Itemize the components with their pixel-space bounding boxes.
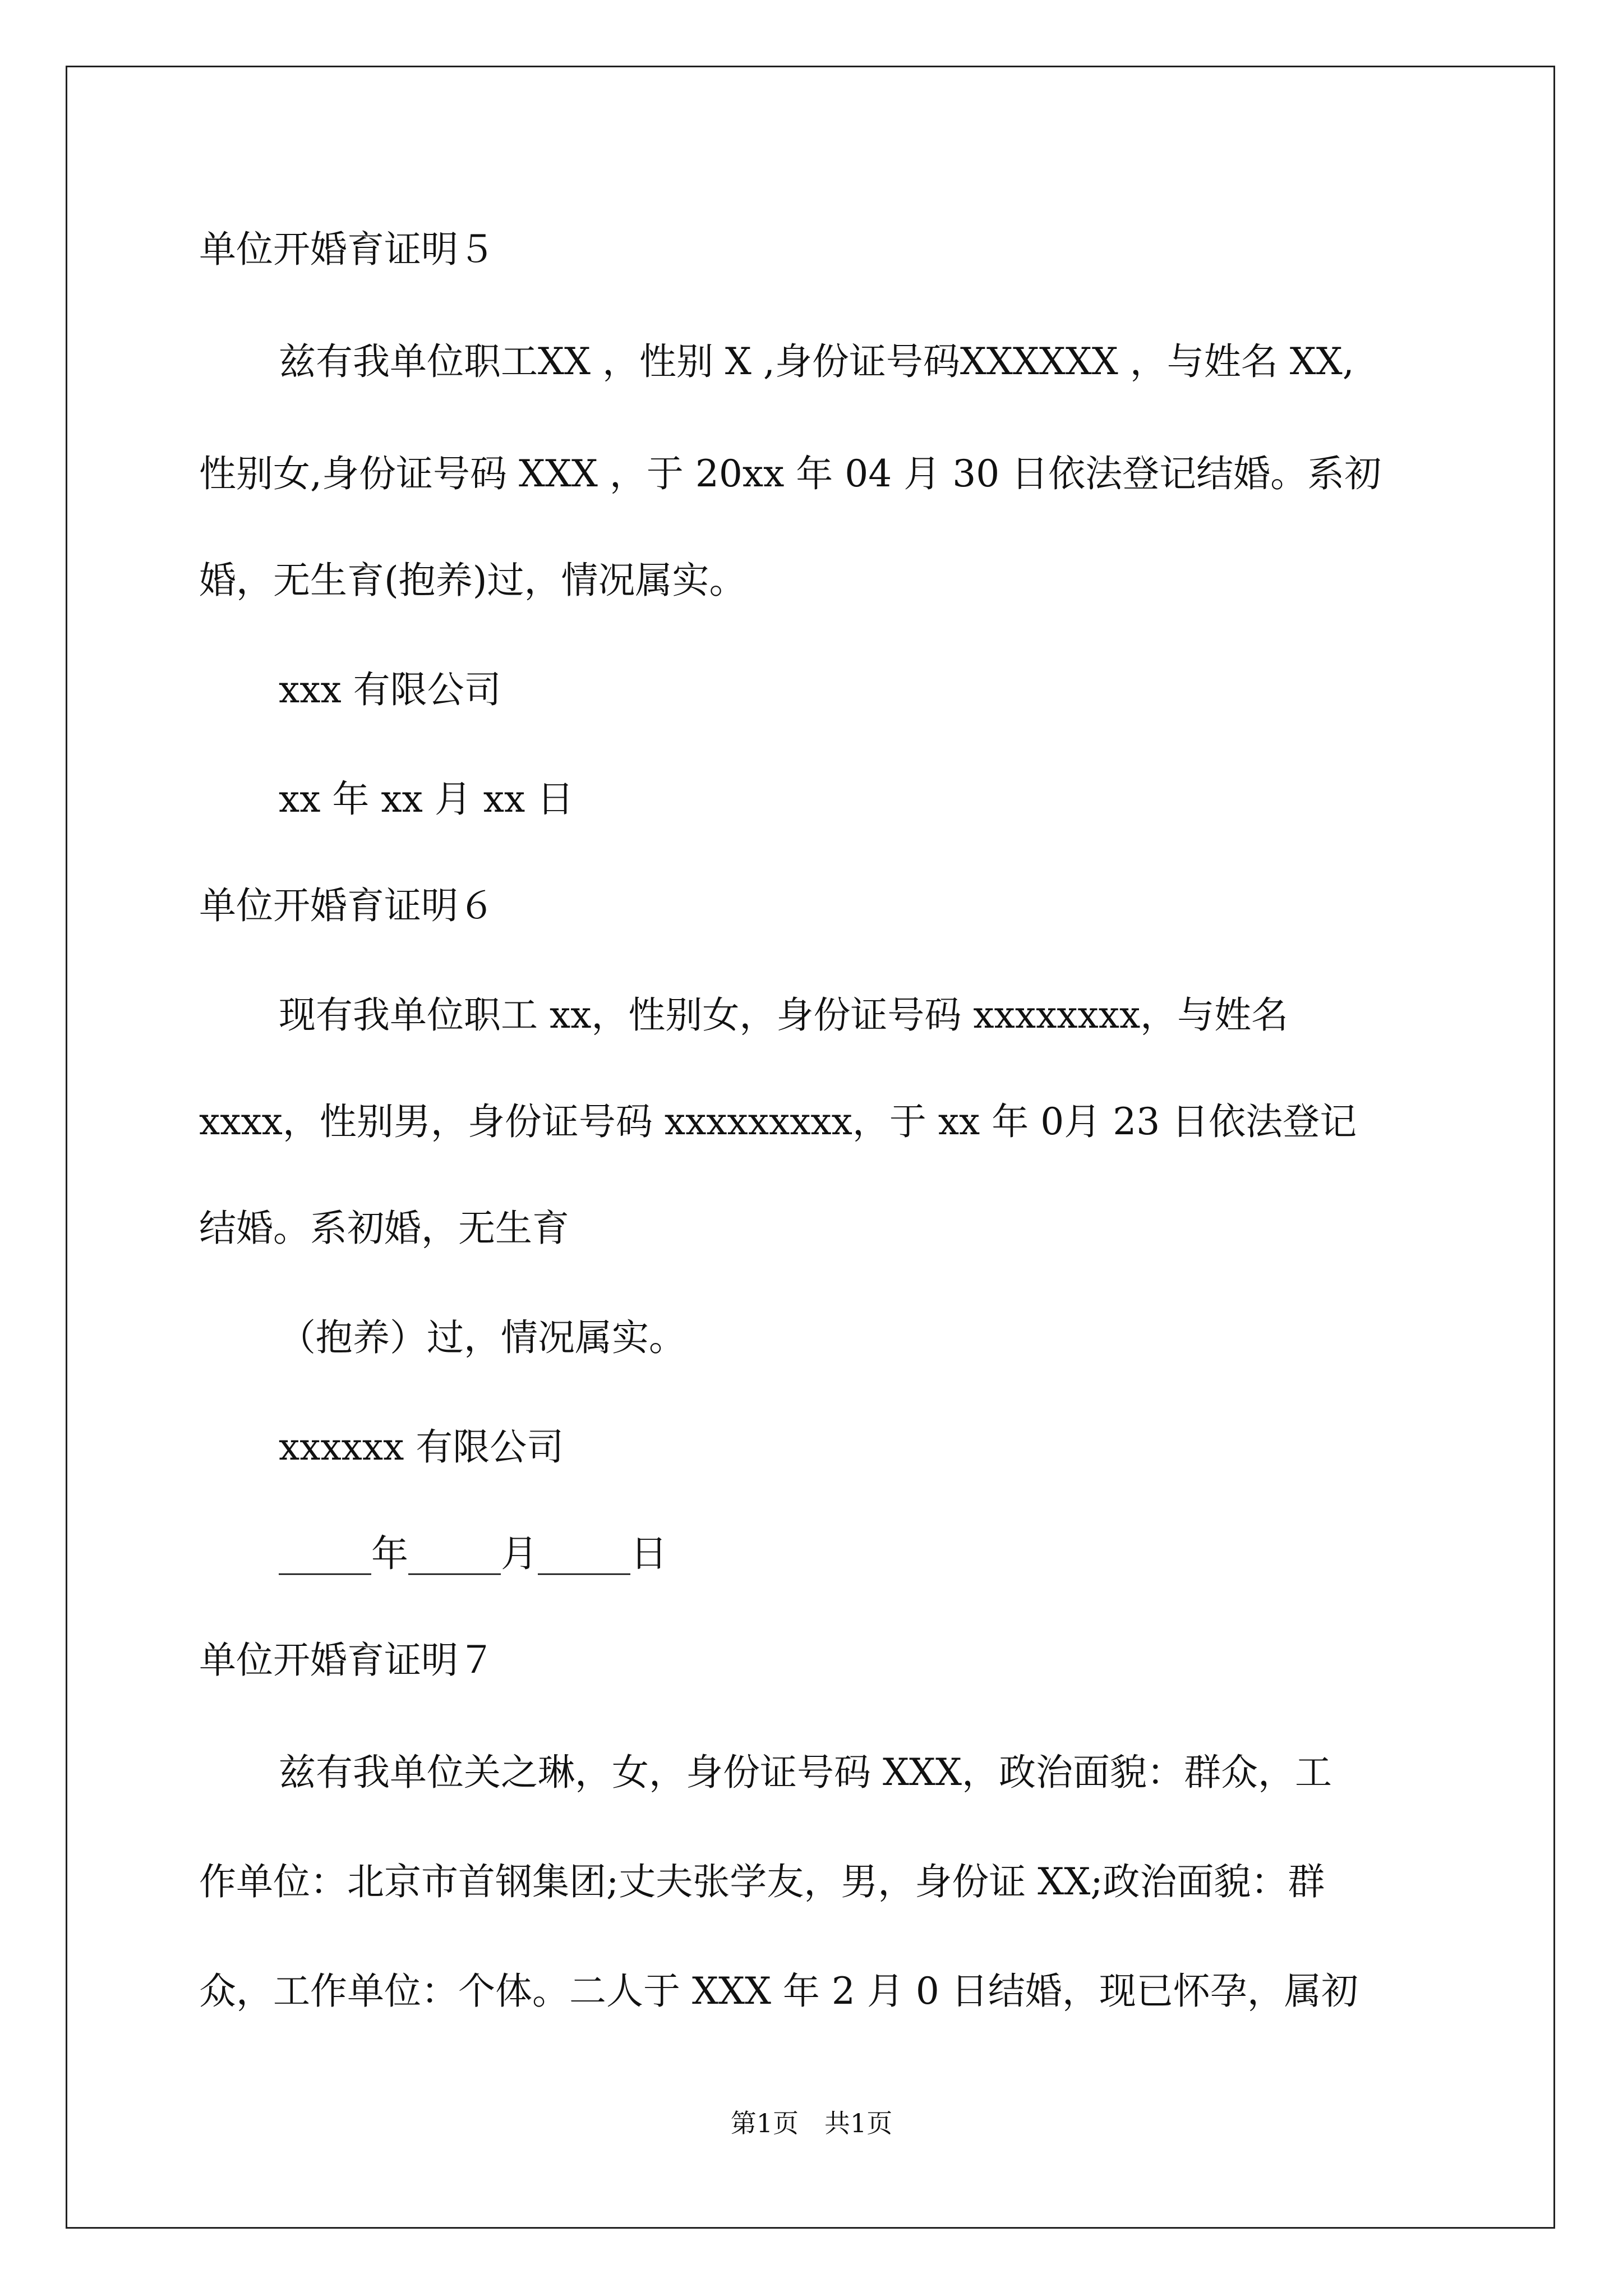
section-heading: 单位开婚育证明７ [199, 1639, 495, 1682]
paragraph-line: 结婚。系初婚，无生育 [199, 1207, 569, 1250]
paragraph-line: （抱养）过，情况属实。 [279, 1316, 686, 1359]
page-number-footer: 第1页 共1页 [730, 2108, 893, 2138]
paragraph-line: 兹有我单位关之琳，女，身份证号码 XXX，政治面貌：群众，工 [279, 1751, 1332, 1794]
paragraph-line: 众，工作单位：个体。二人于 XXX 年 2 月 0 日结婚，现已怀孕，属初 [199, 1970, 1358, 2013]
section-heading: 单位开婚育证明５ [199, 228, 495, 271]
company-name: xxxxxx 有限公司 [279, 1425, 564, 1469]
company-name: xxx 有限公司 [279, 668, 501, 711]
date-line: _____年_____月_____日 [279, 1532, 667, 1575]
paragraph-line: 兹有我单位职工XX ，性别 X ,身份证号码XXXXXX ，与姓名 XX, [279, 340, 1354, 383]
paragraph-line: 性别女,身份证号码 XXX ，于 20xx 年 04 月 30 日依法登记结婚。系初 [199, 452, 1382, 495]
paragraph-line: 现有我单位职工 xx，性别女，身份证号码 xxxxxxxx，与姓名 [279, 993, 1289, 1037]
date-line: xx 年 xx 月 xx 日 [279, 777, 574, 821]
paragraph-line: 作单位：北京市首钢集团;丈夫张学友，男，身份证 XX;政治面貌：群 [199, 1860, 1325, 1903]
paragraph-line: 婚，无生育(抱养)过，情况属实。 [199, 559, 746, 602]
paragraph-line: xxxx，性别男，身份证号码 xxxxxxxxx，于 xx 年 0月 23 日依法登记 [199, 1100, 1357, 1143]
section-heading: 单位开婚育证明６ [199, 884, 495, 927]
